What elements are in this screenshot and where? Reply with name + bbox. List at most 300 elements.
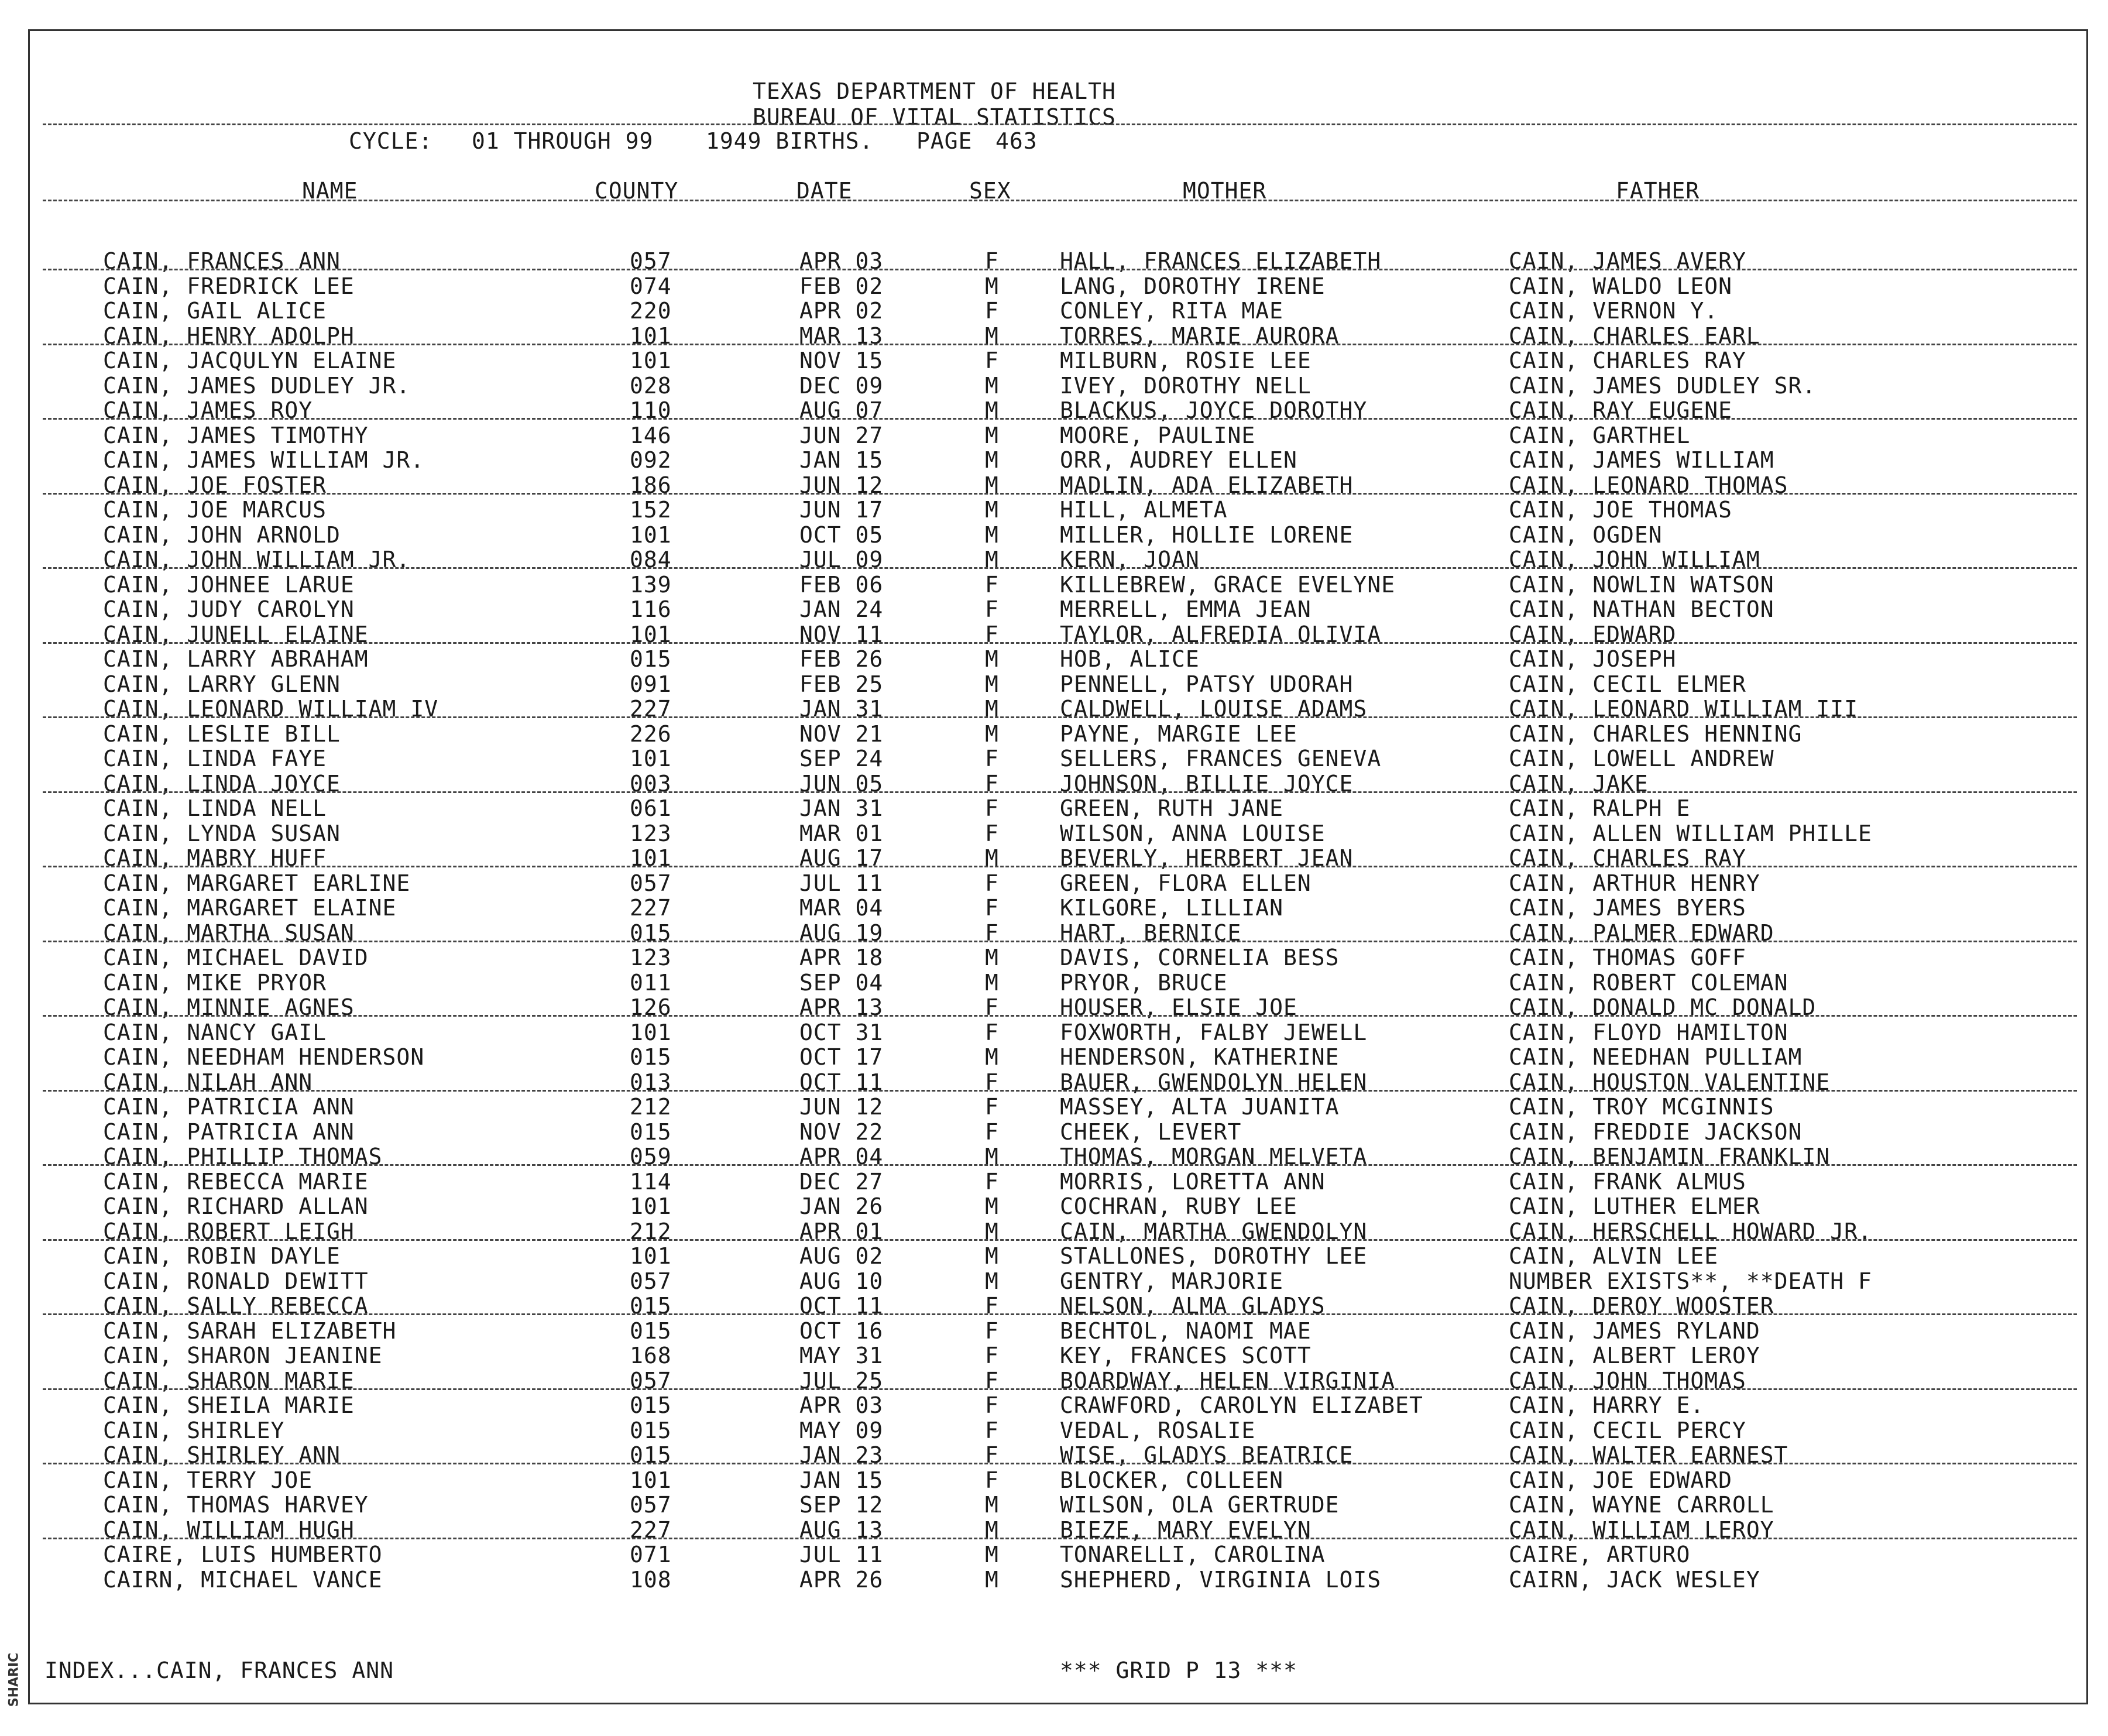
cell-date: NOV 15 [799,348,884,373]
row-divider [43,269,2077,270]
cell-sex: M [985,472,999,498]
cell-sex: M [985,1542,999,1567]
cell-date: APR 03 [799,248,884,274]
cell-father: CAIN, CHARLES RAY [1509,348,1746,373]
cell-father: CAIN, JOE EDWARD [1509,1467,1733,1493]
cell-sex: M [985,1193,999,1219]
cell-date: JAN 31 [799,696,884,722]
cell-mother: THOMAS, MORGAN MELVETA [1060,1144,1368,1169]
cell-mother: IVEY, DOROTHY NELL [1060,372,1312,399]
side-stamp-text: SHARIC [6,1652,22,1707]
cell-county: 152 [630,497,672,523]
cell-father: CAIN, JAMES BYERS [1509,895,1746,921]
cell-county: 220 [630,298,672,324]
cell-father: CAIN, FLOYD HAMILTON [1509,1019,1788,1045]
footer-index: INDEX...CAIN, FRANCES ANN [44,1658,394,1683]
cell-father: CAIN, NOWLIN WATSON [1509,571,1774,598]
table-row [30,1194,2090,1219]
cell-date: OCT 11 [799,1293,884,1319]
cell-father: CAIN, DEROY WOOSTER [1509,1293,1774,1319]
cell-name: CAIRN, MICHAEL VANCE [103,1566,383,1593]
cell-sex: F [985,1392,999,1418]
table-row [30,1045,2090,1069]
cell-mother: KILLEBREW, GRACE EVELYNE [1060,571,1396,598]
cell-sex: M [985,1218,999,1244]
cell-name: CAIN, LINDA FAYE [103,746,327,771]
cell-father: CAIN, ALVIN LEE [1509,1243,1719,1269]
cell-father: CAIN, WILLIAM LEROY [1509,1517,1774,1543]
cell-name: CAIN, RONALD DEWITT [103,1268,369,1294]
cell-date: SEP 24 [799,746,884,771]
column-header-divider [43,200,2077,201]
cell-date: JAN 23 [799,1442,884,1468]
cell-father: CAIRN, JACK WESLEY [1509,1566,1760,1593]
table-row [30,1343,2090,1368]
cell-name: CAIN, MARGARET EARLINE [103,870,411,896]
row-divider [43,1239,2077,1241]
cell-mother: GREEN, RUTH JANE [1060,795,1284,821]
cell-father: CAIRE, ARTURO [1509,1542,1691,1567]
cell-date: NOV 22 [799,1119,884,1145]
table-row [30,1542,2090,1567]
table-row [30,970,2090,995]
cell-date: JUL 09 [799,547,884,572]
cell-father: CAIN, JAMES AVERY [1509,248,1746,274]
cell-sex: M [985,1517,999,1543]
cell-name: CAIN, FREDRICK LEE [103,273,355,299]
cell-date: JAN 31 [799,795,884,821]
cell-sex: M [985,696,999,722]
cell-name: CAIN, SHARON MARIE [103,1367,355,1394]
cell-county: 015 [630,1119,672,1145]
cell-father: CAIN, THOMAS GOFF [1509,945,1746,970]
cell-name: CAIN, NEEDHAM HENDERSON [103,1044,425,1070]
table-row [30,348,2090,373]
cell-county: 101 [630,1467,672,1493]
cell-date: FEB 06 [799,571,884,598]
cell-father: CAIN, RALPH E [1509,795,1691,821]
row-divider [43,642,2077,644]
cell-date: JUN 12 [799,472,884,498]
cell-date: FEB 25 [799,671,884,697]
cell-date: AUG 19 [799,920,884,946]
header-divider [43,123,2077,125]
table-row [30,945,2090,970]
cell-father: CAIN, JAMES WILLIAM [1509,447,1774,473]
cell-name: CAIN, JAMES WILLIAM JR. [103,447,425,473]
cell-county: 101 [630,621,672,647]
table-row [30,1493,2090,1517]
cell-name: CAIN, ROBERT LEIGH [103,1218,355,1244]
cell-name: CAIN, LARRY GLENN [103,671,341,697]
agency-title: TEXAS DEPARTMENT OF HEALTH [753,78,1116,104]
cell-sex: F [985,1467,999,1493]
cell-county: 057 [630,1492,672,1518]
cell-sex: F [985,621,999,647]
cell-date: JUL 11 [799,870,884,896]
cell-name: CAIRE, LUIS HUMBERTO [103,1542,383,1567]
cell-father: CAIN, JOSEPH [1509,646,1677,672]
cell-father: CAIN, ALLEN WILLIAM PHILLE [1509,820,1872,846]
cell-date: AUG 02 [799,1243,884,1269]
cell-sex: F [985,1442,999,1468]
cell-name: CAIN, FRANCES ANN [103,248,341,274]
cell-mother: COCHRAN, RUBY LEE [1060,1193,1297,1219]
cell-father: CAIN, WALDO LEON [1509,273,1733,299]
table-row [30,373,2090,398]
cell-father: CAIN, CHARLES HENNING [1509,721,1803,747]
cell-date: FEB 02 [799,273,884,299]
cell-sex: F [985,1367,999,1394]
column-header-sex: SEX [969,178,1011,204]
cell-sex: F [985,746,999,771]
cell-mother: BLACKUS, JOYCE DOROTHY [1060,397,1368,423]
row-divider [43,1164,2077,1166]
cell-father: CAIN, LUTHER ELMER [1509,1193,1760,1219]
cell-mother: WISE, GLADYS BEATRICE [1060,1442,1354,1468]
cell-date: OCT 31 [799,1019,884,1045]
cell-father: CAIN, JAKE [1509,770,1649,797]
cell-father: CAIN, FRANK ALMUS [1509,1168,1746,1195]
cell-sex: F [985,820,999,846]
table-row [30,1120,2090,1144]
cell-name: CAIN, PATRICIA ANN [103,1119,355,1145]
cell-father: CAIN, BENJAMIN FRANKLIN [1509,1144,1831,1169]
cell-mother: HOUSER, ELSIE JOE [1060,994,1297,1020]
cell-county: 123 [630,945,672,970]
cell-father: CAIN, NATHAN BECTON [1509,596,1774,622]
cell-mother: TORRES, MARIE AURORA [1060,323,1340,349]
cell-mother: KILGORE, LILLIAN [1060,895,1284,921]
cell-county: 116 [630,596,672,622]
cell-sex: F [985,348,999,373]
cell-date: SEP 04 [799,969,884,996]
table-row [30,647,2090,671]
table-row [30,498,2090,522]
cell-sex: F [985,1094,999,1120]
cell-date: JAN 15 [799,1467,884,1493]
cycle-label: CYCLE: [349,128,433,154]
cell-county: 101 [630,845,672,871]
cell-county: 084 [630,547,672,572]
cell-name: CAIN, LARRY ABRAHAM [103,646,369,672]
table-row [30,1418,2090,1443]
cell-father: CAIN, DONALD MC DONALD [1509,994,1817,1020]
cell-father: CAIN, LOWELL ANDREW [1509,746,1774,771]
row-divider [43,791,2077,793]
cell-county: 057 [630,1268,672,1294]
cell-county: 028 [630,372,672,399]
cell-father: CAIN, JAMES DUDLEY SR. [1509,372,1817,399]
cell-county: 126 [630,994,672,1020]
cell-sex: F [985,1119,999,1145]
cell-name: CAIN, MIKE PRYOR [103,969,327,996]
cell-sex: F [985,795,999,821]
cell-father: CAIN, JOE THOMAS [1509,497,1733,523]
cell-county: 101 [630,1193,672,1219]
cell-county: 101 [630,522,672,548]
cell-date: JUN 17 [799,497,884,523]
cell-county: 101 [630,348,672,373]
cell-mother: TAYLOR, ALFREDIA OLIVIA [1060,621,1382,647]
cell-sex: F [985,994,999,1020]
cell-sex: F [985,870,999,896]
cell-mother: KERN, JOAN [1060,547,1200,572]
cycle-value: 01 THROUGH 99 [472,128,654,154]
cell-name: CAIN, HENRY ADOLPH [103,323,355,349]
cell-date: OCT 05 [799,522,884,548]
table-row [30,423,2090,448]
cell-sex: F [985,770,999,797]
cell-father: CAIN, LEONARD WILLIAM III [1509,696,1858,722]
row-divider [43,1538,2077,1539]
cell-county: 015 [630,920,672,946]
cell-county: 139 [630,571,672,598]
cell-name: CAIN, JAMES TIMOTHY [103,422,369,448]
bureau-title: BUREAU OF VITAL STATISTICS [753,104,1116,130]
cell-name: CAIN, LESLIE BILL [103,721,341,747]
cell-date: APR 03 [799,1392,884,1418]
cell-mother: BECHTOL, NAOMI MAE [1060,1318,1312,1344]
cell-sex: F [985,1343,999,1368]
cell-county: 015 [630,1318,672,1344]
cell-county: 186 [630,472,672,498]
table-row [30,299,2090,323]
cell-county: 059 [630,1144,672,1169]
cell-date: JAN 15 [799,447,884,473]
cell-name: CAIN, SHIRLEY [103,1417,285,1443]
table-row [30,871,2090,896]
cell-county: 092 [630,447,672,473]
cell-mother: BAUER, GWENDOLYN HELEN [1060,1069,1368,1095]
column-header-mother: MOTHER [1183,178,1267,204]
cell-sex: M [985,447,999,473]
cell-county: 061 [630,795,672,821]
cell-mother: MORRIS, LORETTA ANN [1060,1168,1326,1195]
cell-mother: MASSEY, ALTA JUANITA [1060,1094,1340,1120]
cell-name: CAIN, REBECCA MARIE [103,1168,369,1195]
cell-county: 212 [630,1094,672,1120]
cell-name: CAIN, MARTHA SUSAN [103,920,355,946]
cell-mother: GREEN, FLORA ELLEN [1060,870,1312,896]
cell-county: 013 [630,1069,672,1095]
cell-date: AUG 13 [799,1517,884,1543]
cell-mother: ORR, AUDREY ELLEN [1060,447,1297,473]
table-row [30,523,2090,547]
cell-father: CAIN, ALBERT LEROY [1509,1343,1760,1368]
cell-date: JAN 26 [799,1193,884,1219]
cell-date: MAY 09 [799,1417,884,1443]
cell-date: JUN 27 [799,422,884,448]
cell-father: CAIN, CECIL ELMER [1509,671,1746,697]
cell-sex: M [985,1044,999,1070]
cell-sex: F [985,1417,999,1443]
row-divider [43,493,2077,495]
cell-father: CAIN, OGDEN [1509,522,1663,548]
cell-date: OCT 11 [799,1069,884,1095]
table-row [30,1393,2090,1418]
cell-county: 015 [630,1442,672,1468]
cell-name: CAIN, RICHARD ALLAN [103,1193,369,1219]
cell-name: CAIN, JOE FOSTER [103,472,327,498]
cell-date: MAY 31 [799,1343,884,1368]
cell-mother: SHEPHERD, VIRGINIA LOIS [1060,1566,1382,1593]
cell-mother: WILSON, ANNA LOUISE [1060,820,1326,846]
cell-sex: M [985,422,999,448]
cell-sex: M [985,497,999,523]
cell-name: CAIN, SHIRLEY ANN [103,1442,341,1468]
cell-mother: CALDWELL, LOUISE ADAMS [1060,696,1368,722]
cell-date: MAR 04 [799,895,884,921]
cell-name: CAIN, WILLIAM HUGH [103,1517,355,1543]
cell-mother: SELLERS, FRANCES GENEVA [1060,746,1382,771]
cell-sex: M [985,1144,999,1169]
cell-date: JUL 25 [799,1367,884,1394]
cell-date: NOV 21 [799,721,884,747]
cell-name: CAIN, JOE MARCUS [103,497,327,523]
cell-sex: F [985,920,999,946]
table-row [30,1169,2090,1194]
cell-father: CAIN, FREDDIE JACKSON [1509,1119,1803,1145]
cell-mother: HART, BERNICE [1060,920,1242,946]
cell-sex: F [985,895,999,921]
cell-name: CAIN, JACQULYN ELAINE [103,348,397,373]
cell-name: CAIN, JOHN ARNOLD [103,522,341,548]
cell-county: 015 [630,1417,672,1443]
cell-county: 146 [630,422,672,448]
cell-date: SEP 12 [799,1492,884,1518]
table-row [30,1244,2090,1268]
cell-sex: M [985,646,999,672]
page-label: PAGE [916,128,973,154]
cell-county: 226 [630,721,672,747]
cell-county: 091 [630,671,672,697]
cell-date: JUN 05 [799,770,884,797]
cell-mother: PAYNE, MARGIE LEE [1060,721,1297,747]
cell-mother: WILSON, OLA GERTRUDE [1060,1492,1340,1518]
cell-county: 074 [630,273,672,299]
cell-date: DEC 27 [799,1168,884,1195]
cell-father: NUMBER EXISTS**, **DEATH F [1509,1268,1872,1294]
document-page [28,29,2088,1704]
cell-county: 101 [630,746,672,771]
cell-mother: BIEZE, MARY EVELYN [1060,1517,1312,1543]
row-divider [43,716,2077,718]
cell-mother: LANG, DOROTHY IRENE [1060,273,1326,299]
cell-county: 101 [630,1243,672,1269]
cell-father: CAIN, WALTER EARNEST [1509,1442,1788,1468]
cell-name: CAIN, SALLY REBECCA [103,1293,369,1319]
cell-date: APR 13 [799,994,884,1020]
cell-father: CAIN, VERNON Y. [1509,298,1719,324]
table-row [30,672,2090,697]
cell-father: CAIN, HERSCHELL HOWARD JR. [1509,1218,1872,1244]
row-divider [43,1090,2077,1092]
table-row [30,1319,2090,1343]
cell-date: JUL 11 [799,1542,884,1567]
cell-county: 015 [630,646,672,672]
cell-sex: F [985,1293,999,1319]
cell-sex: F [985,596,999,622]
cell-sex: F [985,1168,999,1195]
cell-father: CAIN, RAY EUGENE [1509,397,1733,423]
cell-date: JAN 24 [799,596,884,622]
row-divider [43,1388,2077,1390]
cell-father: CAIN, CECIL PERCY [1509,1417,1746,1443]
cell-date: APR 04 [799,1144,884,1169]
cell-name: CAIN, GAIL ALICE [103,298,327,324]
cell-father: CAIN, JAMES RYLAND [1509,1318,1760,1344]
cell-mother: GENTRY, MARJORIE [1060,1268,1284,1294]
cell-county: 101 [630,1019,672,1045]
cell-name: CAIN, PHILLIP THOMAS [103,1144,383,1169]
cell-name: CAIN, JAMES ROY [103,397,313,423]
cell-father: CAIN, ROBERT COLEMAN [1509,969,1788,996]
cell-sex: F [985,1318,999,1344]
cell-county: 227 [630,1517,672,1543]
row-divider [43,567,2077,569]
births-label: 1949 BIRTHS. [706,128,874,154]
cell-county: 110 [630,397,672,423]
cell-mother: HALL, FRANCES ELIZABETH [1060,248,1382,274]
row-divider [43,1463,2077,1464]
cell-name: CAIN, JAMES DUDLEY JR. [103,372,411,399]
cell-county: 015 [630,1044,672,1070]
footer-grid: *** GRID P 13 *** [1060,1658,1297,1683]
cell-name: CAIN, MICHAEL DAVID [103,945,369,970]
cell-sex: F [985,248,999,274]
cell-name: CAIN, SHEILA MARIE [103,1392,355,1418]
cell-county: 057 [630,870,672,896]
cell-date: OCT 16 [799,1318,884,1344]
cell-sex: M [985,671,999,697]
cell-father: CAIN, LEONARD THOMAS [1509,472,1788,498]
row-divider [43,418,2077,420]
cell-mother: CHEEK, LEVERT [1060,1119,1242,1145]
column-header-date: DATE [796,178,853,204]
cell-name: CAIN, JOHNEE LARUE [103,571,355,598]
cell-father: CAIN, JOHN WILLIAM [1509,547,1760,572]
cell-county: 057 [630,248,672,274]
cell-mother: HOB, ALICE [1060,646,1200,672]
cell-father: CAIN, NEEDHAN PULLIAM [1509,1044,1803,1070]
table-row [30,1269,2090,1294]
cell-date: AUG 10 [799,1268,884,1294]
cell-name: CAIN, JUNELL ELAINE [103,621,369,647]
cell-name: CAIN, PATRICIA ANN [103,1094,355,1120]
cell-sex: M [985,969,999,996]
cell-county: 227 [630,696,672,722]
cell-mother: KEY, FRANCES SCOTT [1060,1343,1312,1368]
cell-mother: HILL, ALMETA [1060,497,1228,523]
cell-sex: M [985,323,999,349]
cell-date: DEC 09 [799,372,884,399]
cell-father: CAIN, CHARLES RAY [1509,845,1746,871]
table-row [30,1468,2090,1493]
cell-father: CAIN, JOHN THOMAS [1509,1367,1746,1394]
cell-date: JUN 12 [799,1094,884,1120]
row-divider [43,1313,2077,1315]
cell-sex: M [985,397,999,423]
table-row [30,796,2090,821]
cell-sex: M [985,1492,999,1518]
cell-mother: HENDERSON, KATHERINE [1060,1044,1340,1070]
cell-mother: BLOCKER, COLLEEN [1060,1467,1284,1493]
cell-date: NOV 11 [799,621,884,647]
table-row [30,274,2090,299]
table-row [30,746,2090,771]
cell-mother: MILBURN, ROSIE LEE [1060,348,1312,373]
